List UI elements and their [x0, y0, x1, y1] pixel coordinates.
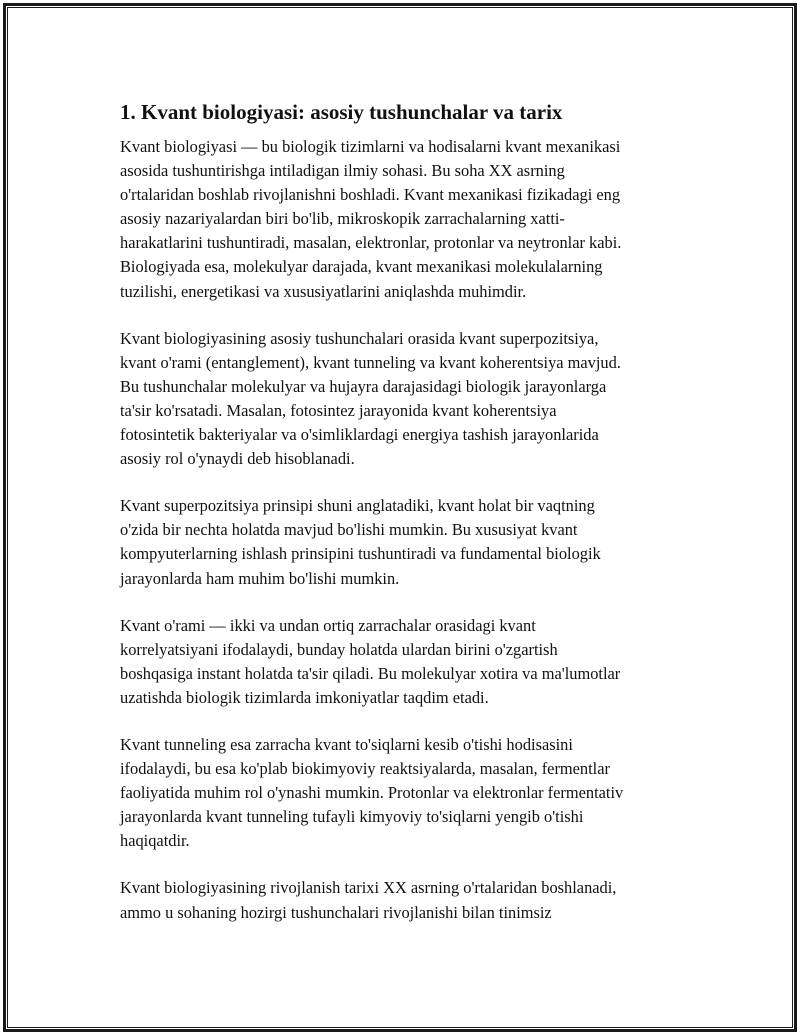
paragraph-line: boshqasiga instant holatda ta'sir qiladi. Bu molekulyar xotira va ma'lumotlar: [120, 663, 621, 683]
paragraph-line: Kvant biologiyasining rivojlanish tarixi XX asrning o'rtalaridan boshlanadi,: [120, 878, 617, 898]
paragraph-line: asosiy rol o'ynaydi deb hisoblanadi.: [120, 449, 355, 469]
paragraph-line: Kvant biologiyasining asosiy tushunchalari orasida kvant superpozitsiya,: [120, 328, 599, 348]
section-heading: 1. Kvant biologiyasi: asosiy tushunchalar va tarix: [120, 100, 563, 124]
paragraph-line: uzatishda biologik tizimlarda imkoniyatlar taqdim etadi.: [120, 687, 489, 707]
paragraph-line: o'rtalaridan boshlab rivojlanishni boshladi. Kvant mexanikasi fizikadagi eng: [120, 185, 621, 205]
paragraph-line: Kvant o'rami — ikki va undan ortiq zarrachalar orasidagi kvant: [120, 615, 536, 635]
document-body: [120, 98, 690, 948]
paragraph-line: kvant o'rami (entanglement), kvant tunneling va kvant koherentsiya mavjud.: [120, 352, 621, 372]
paragraph-line: jarayonlarda ham muhim bo'lishi mumkin.: [120, 568, 400, 588]
paragraph-line: korrelyatsiyani ifodalaydi, bunday holatda ulardan birini o'zgartish: [120, 639, 558, 659]
paragraph-line: Biologiyada esa, molekulyar darajada, kvant mexanikasi molekulalarning: [120, 257, 603, 277]
paragraph: [120, 135, 690, 304]
paragraph: [120, 327, 690, 472]
paragraph: [120, 876, 690, 924]
paragraph-container: [120, 135, 690, 925]
paragraph: [120, 614, 690, 710]
paragraph-line: faoliyatida muhim rol o'ynashi mumkin. Protonlar va elektronlar fermentativ: [120, 783, 624, 803]
paragraph-line: haqiqatdir.: [120, 831, 190, 851]
paragraph-line: o'zida bir nechta holatda mavjud bo'lishi mumkin. Bu xususiyat kvant: [120, 520, 578, 540]
paragraph-line: asosida tushuntirishga intiladigan ilmiy sohasi. Bu soha XX asrning: [120, 161, 565, 181]
paragraph-line: ta'sir ko'rsatadi. Masalan, fotosintez jarayonida kvant koherentsiya: [120, 400, 557, 420]
paragraph-line: ammo u sohaning hozirgi tushunchalari rivojlanishi bilan tinimsiz: [120, 902, 552, 922]
paragraph-line: kompyuterlarning ishlash prinsipini tushuntiradi va fundamental biologik: [120, 544, 601, 564]
paragraph-line: Kvant superpozitsiya prinsipi shuni anglatadiki, kvant holat bir vaqtning: [120, 496, 595, 516]
paragraph-line: jarayonlarda kvant tunneling tufayli kimyoviy to'siqlarni yengib o'tishi: [120, 807, 584, 827]
paragraph: [120, 494, 690, 590]
paragraph-line: Kvant biologiyasi — bu biologik tizimlarni va hodisalarni kvant mexanikasi: [120, 137, 621, 156]
paragraph-line: tuzilishi, energetikasi va xususiyatlarini aniqlashda muhimdir.: [120, 281, 527, 301]
paragraph: [120, 733, 690, 853]
paragraph-line: Kvant tunneling esa zarracha kvant to'siqlarni kesib o'tishi hodisasini: [120, 734, 573, 754]
paragraph-line: ifodalaydi, bu esa ko'plab biokimyoviy reaktsiyalarda, masalan, fermentlar: [120, 759, 610, 779]
paragraph-line: harakatlarini tushuntiradi, masalan, elektronlar, protonlar va neytronlar kabi.: [120, 233, 622, 253]
paragraph-line: asosiy nazariyalardan biri bo'lib, mikroskopik zarrachalarning xatti-: [120, 209, 565, 229]
paragraph-line: Bu tushunchalar molekulyar va hujayra darajasidagi biologik jarayonlarga: [120, 376, 607, 396]
paragraph-line: fotosintetik bakteriyalar va o'simliklardagi energiya tashish jarayonlarida: [120, 425, 599, 445]
page-frame: [3, 3, 797, 1032]
